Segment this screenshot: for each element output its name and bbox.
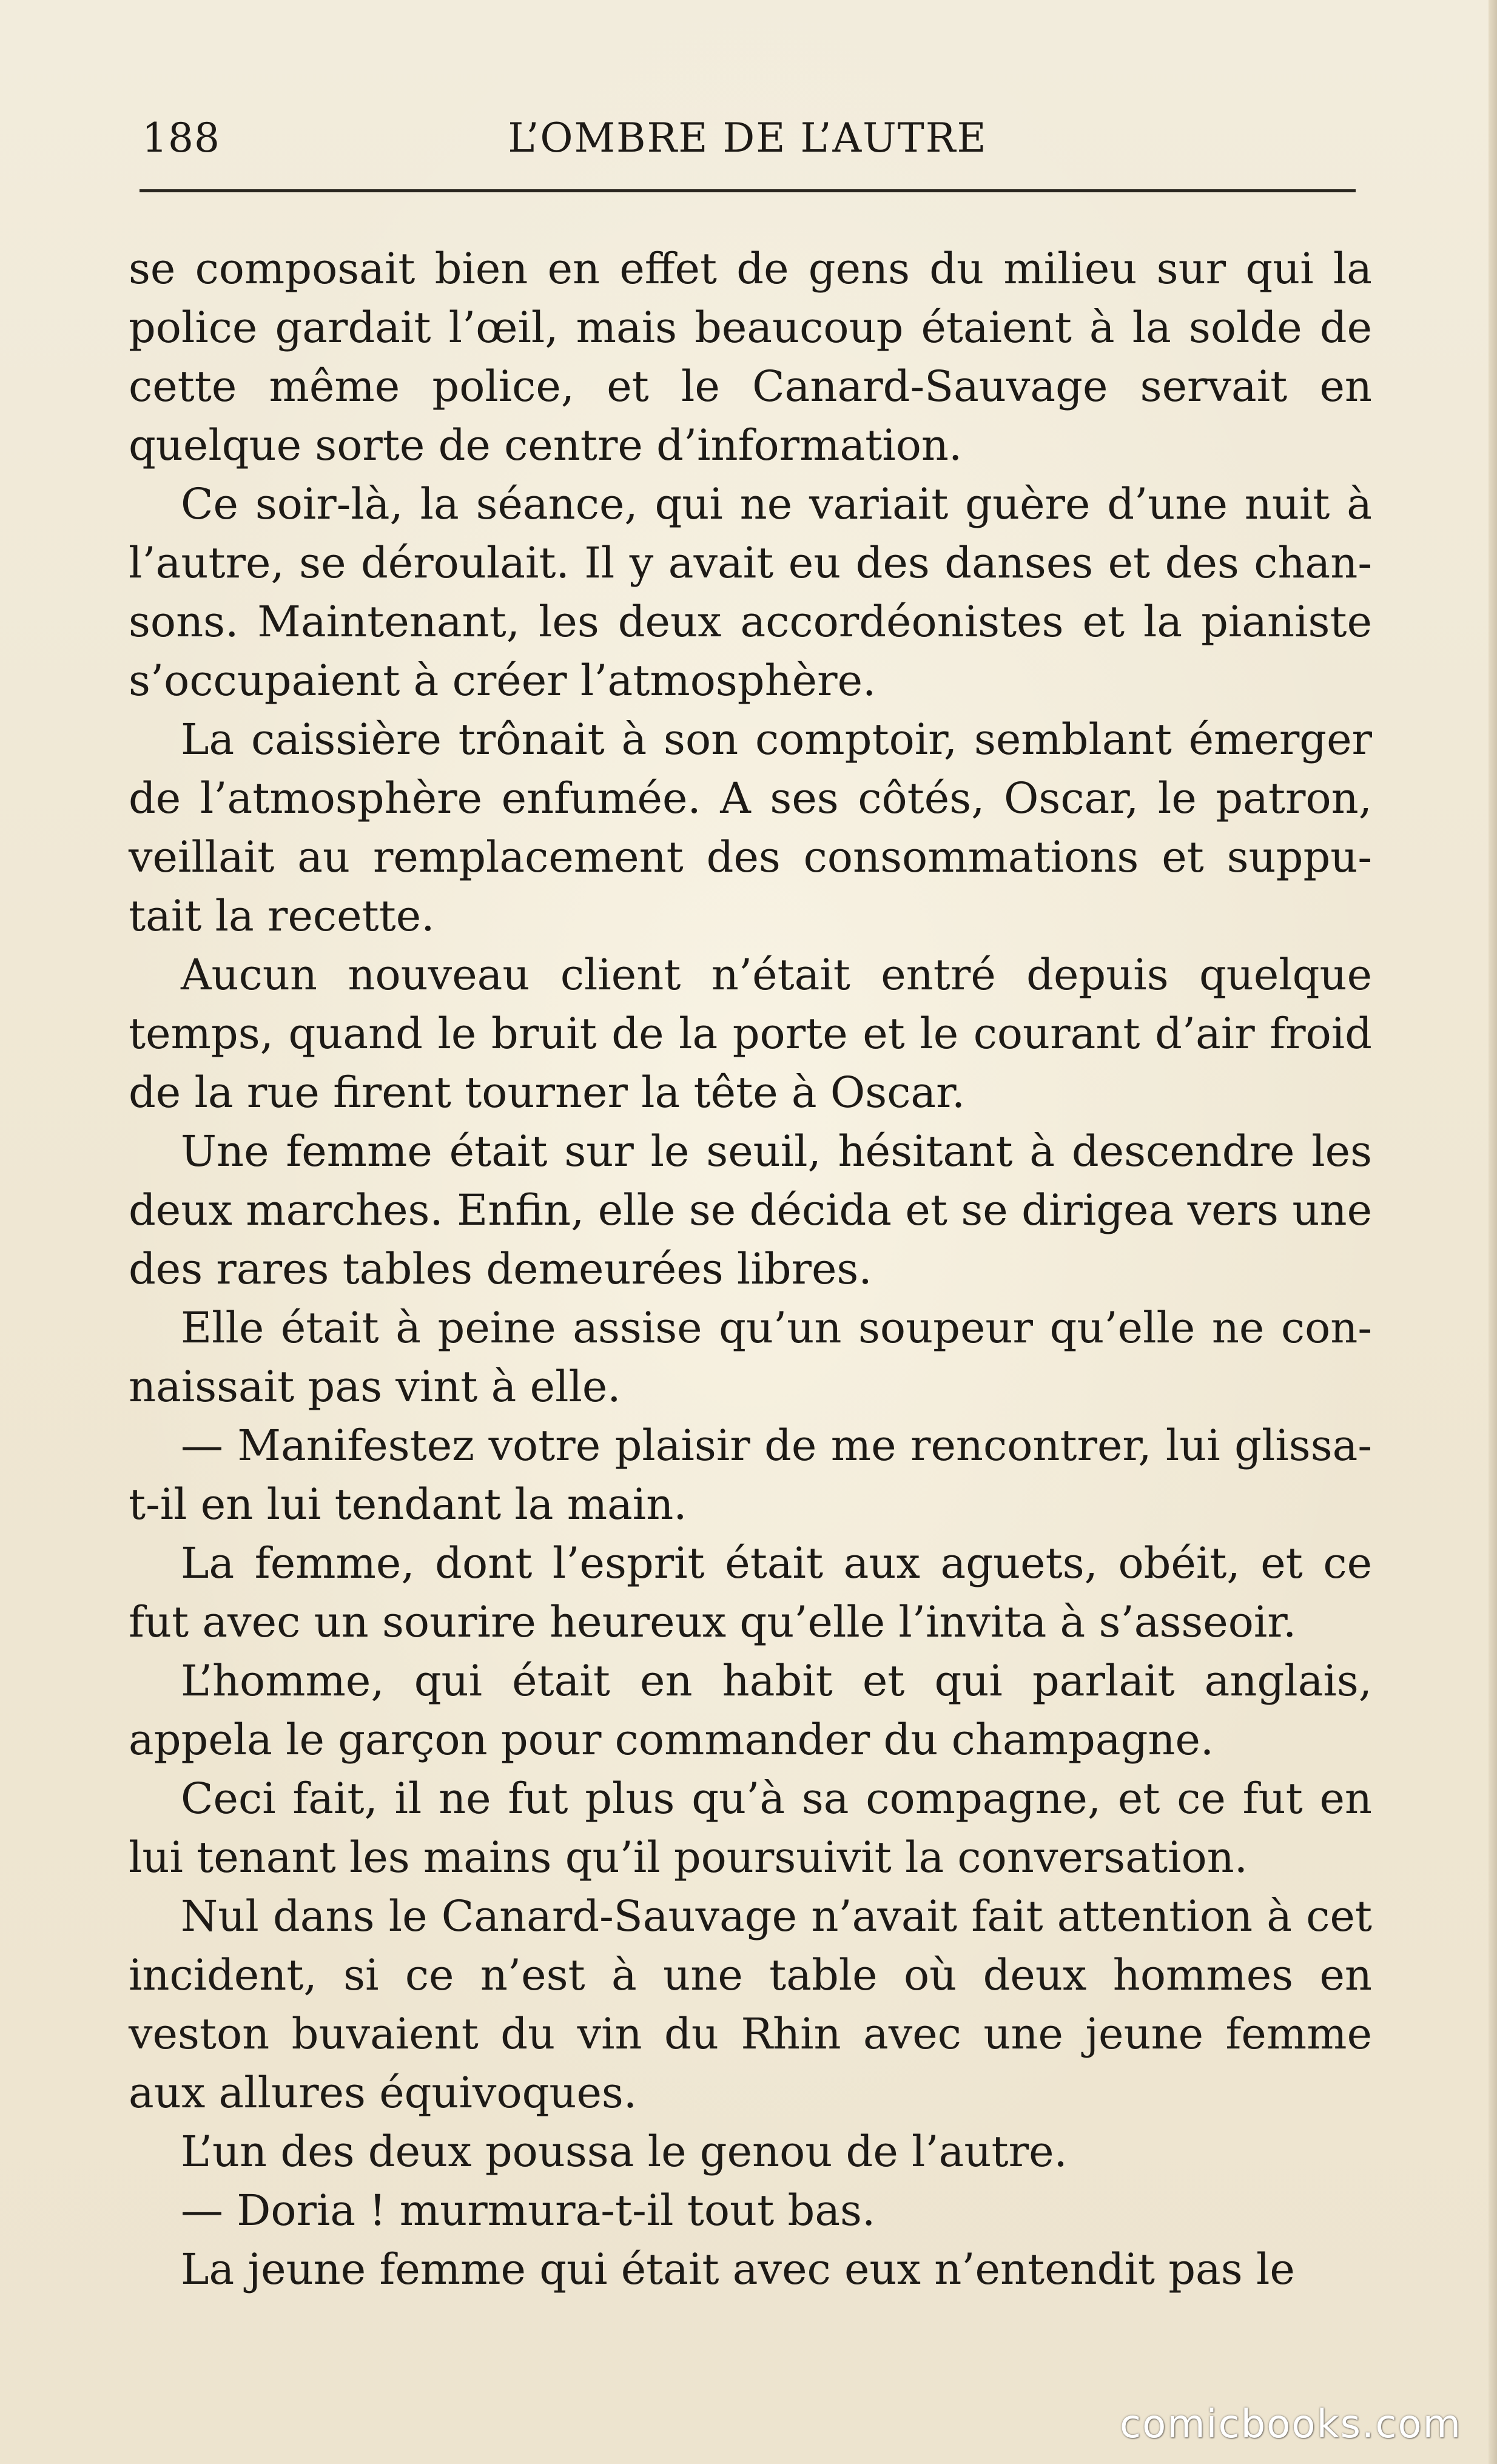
page-edge	[1489, 0, 1497, 2464]
paragraph: se composait bien en effet de gens du milieu sur qui la police gardait l’œil, mais beaucoup étaient à la solde de cette même police, et le Canard-Sauvage servait en quelque sorte de centre d’information.	[129, 244, 1372, 470]
paragraph: Elle était à peine assise qu’un soupeur qu’elle ne con-naissait pas vint à elle.	[129, 1303, 1372, 1412]
paragraph: La caissière trônait à son comptoir, semblant émerger de l’atmosphère enfumée. A ses côtés, Oscar, le patron, veillait au remplacement des consommations et suppu-tait la recette.	[129, 715, 1372, 941]
paragraph: L’un des deux poussa le genou de l’autre.	[181, 2127, 1068, 2176]
paragraph: L’homme, qui était en habit et qui parlait anglais, appela le garçon pour commander du champagne.	[129, 1656, 1372, 1765]
page-number: 188	[142, 115, 220, 161]
paragraph: Nul dans le Canard-Sauvage n’avait fait attention à cet incident, si ce n’est à une table où deux hommes en veston buvaient du vin du Rhin avec une jeune femme aux allures équivoques.	[129, 1891, 1372, 2118]
paragraph: Ceci fait, il ne fut plus qu’à sa compagne, et ce fut en lui tenant les mains qu’il poursuivit la conversation.	[129, 1774, 1372, 1882]
paragraph: Aucun nouveau client n’était entré depuis quelque temps, quand le bruit de la porte et le courant d’air froid de la rue firent tourner la tête à Oscar.	[129, 950, 1372, 1117]
paragraph: — Manifestez votre plaisir de me rencontrer, lui glissa-t-il en lui tendant la main.	[129, 1421, 1372, 1529]
body-text	[129, 240, 1372, 2299]
running-title: L’OMBRE DE L’AUTRE	[508, 115, 987, 161]
paragraph: — Doria ! murmura-t-il tout bas.	[181, 2186, 876, 2235]
page-header	[140, 108, 1356, 169]
paragraph: Une femme était sur le seuil, hésitant à descendre les deux marches. Enfin, elle se décida et se dirigea vers une des rares tables demeurées libres.	[129, 1126, 1372, 1294]
paragraph: La femme, dont l’esprit était aux aguets, obéit, et ce fut avec un sourire heureux qu’elle l’invita à s’asseoir.	[129, 1538, 1372, 1647]
header-rule	[140, 189, 1356, 192]
paragraph: Ce soir-là, la séance, qui ne variait guère d’une nuit à l’autre, se déroulait. Il y avait eu des danses et des chan-sons. Maintenant, les deux accordéonistes et la pianiste s’occupaient à créer l’atmosphère.	[129, 479, 1372, 705]
paragraph: La jeune femme qui était avec eux n’entendit pas le	[181, 2244, 1295, 2294]
watermark: comicbooks.com	[1119, 2402, 1462, 2447]
